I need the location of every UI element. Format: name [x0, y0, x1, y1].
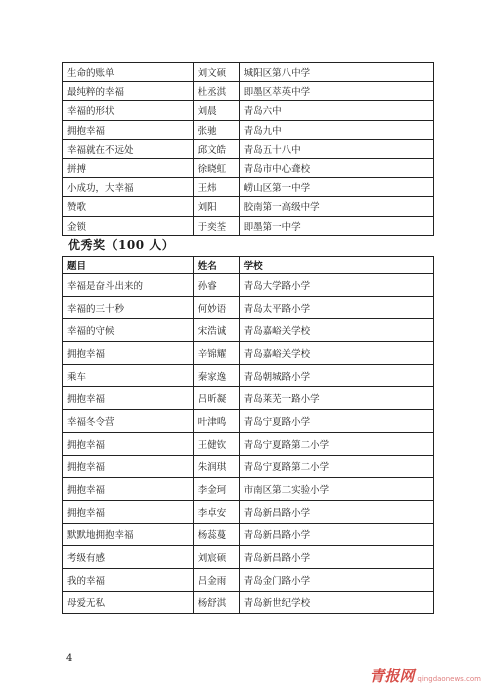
cell-name: 邱文皓	[193, 139, 239, 158]
table-row	[63, 546, 434, 569]
cell-school: 青岛新昌路小学	[239, 500, 433, 523]
table-row	[63, 478, 434, 501]
excellent-award-table-head	[63, 257, 434, 274]
excellent-award-heading: 优秀奖（100 人）	[68, 238, 175, 252]
cell-school: 青岛嘉峪关学校	[239, 319, 433, 342]
cell-school: 城阳区第八中学	[239, 63, 433, 82]
table-row	[63, 568, 434, 591]
cell-title: 拥抱幸福	[63, 478, 194, 501]
cell-title: 乘车	[63, 364, 194, 387]
table-row	[63, 319, 434, 342]
cell-school: 青岛新昌路小学	[239, 523, 433, 546]
cell-school: 青岛宁夏路第二小学	[239, 455, 433, 478]
excellent-award-table	[62, 256, 434, 614]
table-row	[63, 296, 434, 319]
cell-school: 市南区第二实验小学	[239, 478, 433, 501]
cell-name: 宋浩诚	[193, 319, 239, 342]
column-header-title: 题目	[63, 257, 194, 274]
table-row	[63, 591, 434, 614]
cell-school: 青岛新世纪学校	[239, 591, 433, 614]
column-header-school: 学校	[239, 257, 433, 274]
cell-name: 杜丞淇	[193, 82, 239, 101]
cell-school: 青岛九中	[239, 120, 433, 139]
table-row	[63, 342, 434, 365]
cell-name: 刘阳	[193, 197, 239, 216]
cell-name: 张驰	[193, 120, 239, 139]
cell-title: 金锁	[63, 216, 194, 235]
cell-name: 何妙语	[193, 296, 239, 319]
cell-name: 吕昕凝	[193, 387, 239, 410]
cell-title: 拥抱幸福	[63, 120, 194, 139]
cell-school: 青岛宁夏路小学	[239, 410, 433, 433]
cell-title: 拥抱幸福	[63, 500, 194, 523]
table-row	[63, 523, 434, 546]
watermark-logo: 青报网	[369, 667, 415, 685]
cell-title: 幸福的形状	[63, 101, 194, 120]
cell-title: 拥抱幸福	[63, 387, 194, 410]
cell-title: 赞歌	[63, 197, 194, 216]
excellent-award-table-body	[63, 274, 434, 614]
cell-title: 默默地拥抱幸福	[63, 523, 194, 546]
cell-name: 于奕荃	[193, 216, 239, 235]
cell-title: 幸福就在不远处	[63, 139, 194, 158]
page-number: 4	[66, 653, 73, 664]
cell-title: 母爱无私	[63, 591, 194, 614]
cell-title: 拥抱幸福	[63, 455, 194, 478]
table-row	[63, 274, 434, 297]
table-row	[63, 500, 434, 523]
cell-title: 生命的账单	[63, 63, 194, 82]
top-award-table	[62, 62, 434, 236]
cell-name: 王炜	[193, 178, 239, 197]
cell-title: 拥抱幸福	[63, 342, 194, 365]
cell-school: 青岛莱芜一路小学	[239, 387, 433, 410]
cell-title: 幸福冬令营	[63, 410, 194, 433]
cell-name: 李金珂	[193, 478, 239, 501]
table-row	[63, 364, 434, 387]
cell-school: 青岛大学路小学	[239, 274, 433, 297]
cell-name: 徐晓虹	[193, 158, 239, 177]
cell-school: 青岛宁夏路第二小学	[239, 432, 433, 455]
cell-name: 吕金雨	[193, 568, 239, 591]
cell-school: 胶南第一高级中学	[239, 197, 433, 216]
cell-name: 李卓安	[193, 500, 239, 523]
table-row	[63, 410, 434, 433]
cell-name: 孙睿	[193, 274, 239, 297]
cell-school: 崂山区第一中学	[239, 178, 433, 197]
cell-name: 秦家逸	[193, 364, 239, 387]
cell-school: 青岛五十八中	[239, 139, 433, 158]
cell-school: 即墨区萃英中学	[239, 82, 433, 101]
cell-name: 王健钦	[193, 432, 239, 455]
table-row	[63, 139, 434, 158]
cell-school: 青岛太平路小学	[239, 296, 433, 319]
table-row	[63, 432, 434, 455]
table-row	[63, 101, 434, 120]
cell-school: 青岛朝城路小学	[239, 364, 433, 387]
cell-title: 幸福的守候	[63, 319, 194, 342]
table-row	[63, 120, 434, 139]
table-header-row	[63, 257, 434, 274]
table-row	[63, 82, 434, 101]
cell-name: 辛锦耀	[193, 342, 239, 365]
table-row	[63, 455, 434, 478]
cell-name: 叶津鸣	[193, 410, 239, 433]
top-award-table-body	[63, 63, 434, 236]
table-row	[63, 178, 434, 197]
table-row	[63, 197, 434, 216]
cell-title: 拼搏	[63, 158, 194, 177]
table-row	[63, 158, 434, 177]
cell-school: 青岛新昌路小学	[239, 546, 433, 569]
cell-school: 青岛金门路小学	[239, 568, 433, 591]
cell-school: 青岛六中	[239, 101, 433, 120]
table-row	[63, 216, 434, 235]
cell-title: 幸福的三十秒	[63, 296, 194, 319]
cell-title: 考级有感	[63, 546, 194, 569]
cell-name: 刘宸硕	[193, 546, 239, 569]
cell-title: 拥抱幸福	[63, 432, 194, 455]
cell-title: 我的幸福	[63, 568, 194, 591]
cell-name: 刘晨	[193, 101, 239, 120]
cell-name: 朱润琪	[193, 455, 239, 478]
watermark-url: qingdaonews.com	[417, 675, 481, 683]
column-header-name: 姓名	[193, 257, 239, 274]
cell-school: 青岛市中心聋校	[239, 158, 433, 177]
cell-name: 刘文硕	[193, 63, 239, 82]
cell-title: 最纯粹的幸福	[63, 82, 194, 101]
table-row	[63, 387, 434, 410]
cell-school: 即墨第一中学	[239, 216, 433, 235]
cell-name: 杨舒淇	[193, 591, 239, 614]
cell-title: 小成功，大幸福	[63, 178, 194, 197]
table-row	[63, 63, 434, 82]
watermark	[369, 665, 481, 686]
cell-name: 杨蕊蔓	[193, 523, 239, 546]
cell-school: 青岛嘉峪关学校	[239, 342, 433, 365]
cell-title: 幸福是奋斗出来的	[63, 274, 194, 297]
